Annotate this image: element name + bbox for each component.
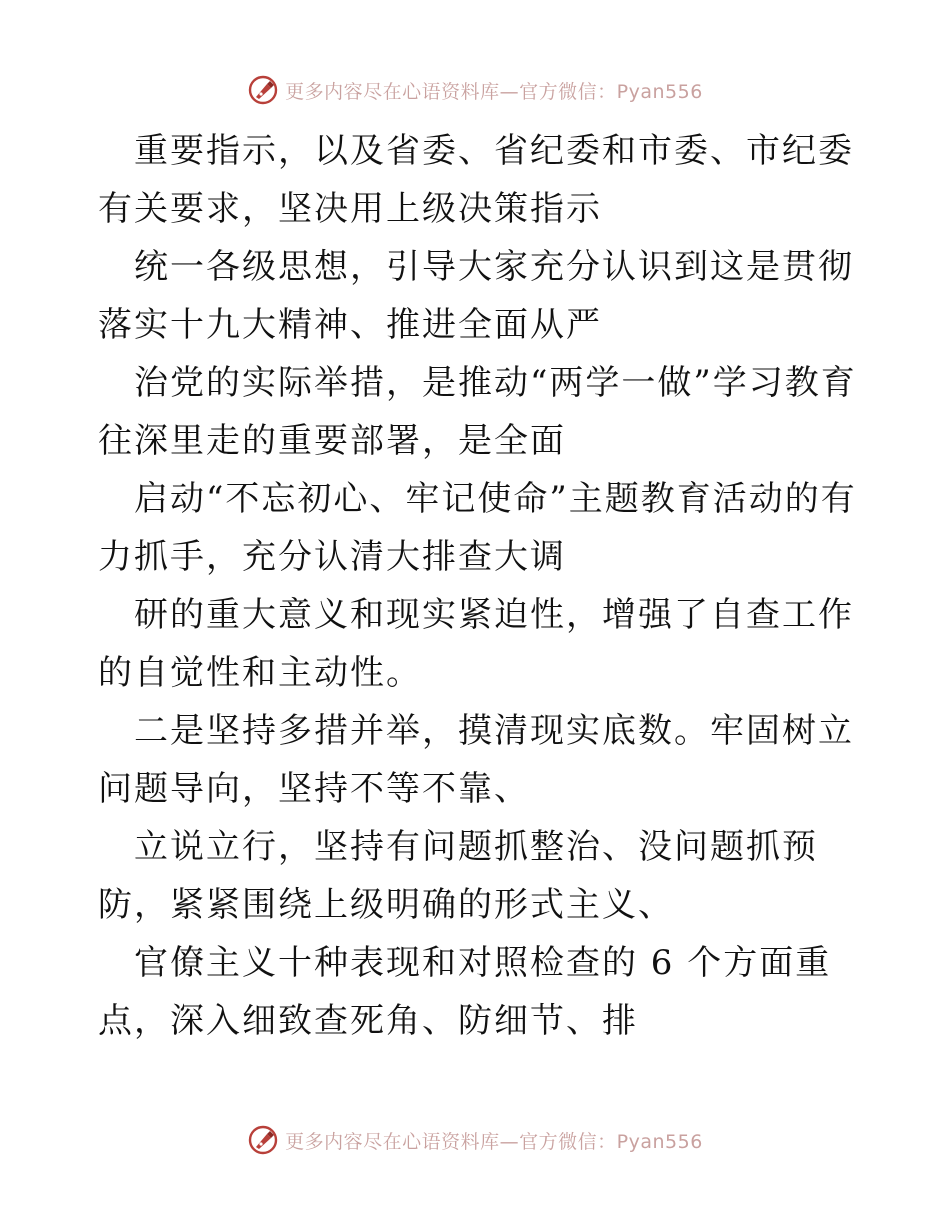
paragraph-3: 治党的实际举措，是推动“两学一做”学习教育往深里走的重要部署，是全面: [98, 363, 857, 461]
pen-nib-logo-icon: [247, 74, 279, 106]
header-banner-text: 更多内容尽在心语资料库—官方微信：Pyan556: [285, 80, 703, 103]
paragraph-1: 重要指示，以及省委、省纪委和市委、市纪委有关要求，坚决用上级决策指示: [98, 131, 854, 229]
paragraph-6: 二是坚持多措并举，摸清现实底数。牢固树立问题导向，坚持不等不靠、: [98, 711, 854, 809]
footer-banner: [0, 1120, 950, 1160]
paragraph-5: 研的重大意义和现实紧迫性，增强了自查工作的自觉性和主动性。: [98, 595, 854, 693]
paragraph-7: 立说立行，坚持有问题抓整治、没问题抓预防，紧紧围绕上级明确的形式主义、: [98, 827, 818, 925]
pen-nib-logo-icon: [247, 1124, 279, 1156]
paragraph-2: 统一各级思想，引导大家充分认识到这是贯彻落实十九大精神、推进全面从严: [98, 247, 854, 345]
paragraph-8: 官僚主义十种表现和对照检查的 6 个方面重点，深入细致查死角、防细节、排: [98, 943, 832, 1041]
document-body: [98, 122, 858, 1050]
paragraph-4: 启动“不忘初心、牢记使命”主题教育活动的有力抓手，充分认清大排查大调: [98, 479, 857, 577]
footer-banner-text: 更多内容尽在心语资料库—官方微信：Pyan556: [285, 1130, 703, 1153]
header-banner: [0, 70, 950, 110]
